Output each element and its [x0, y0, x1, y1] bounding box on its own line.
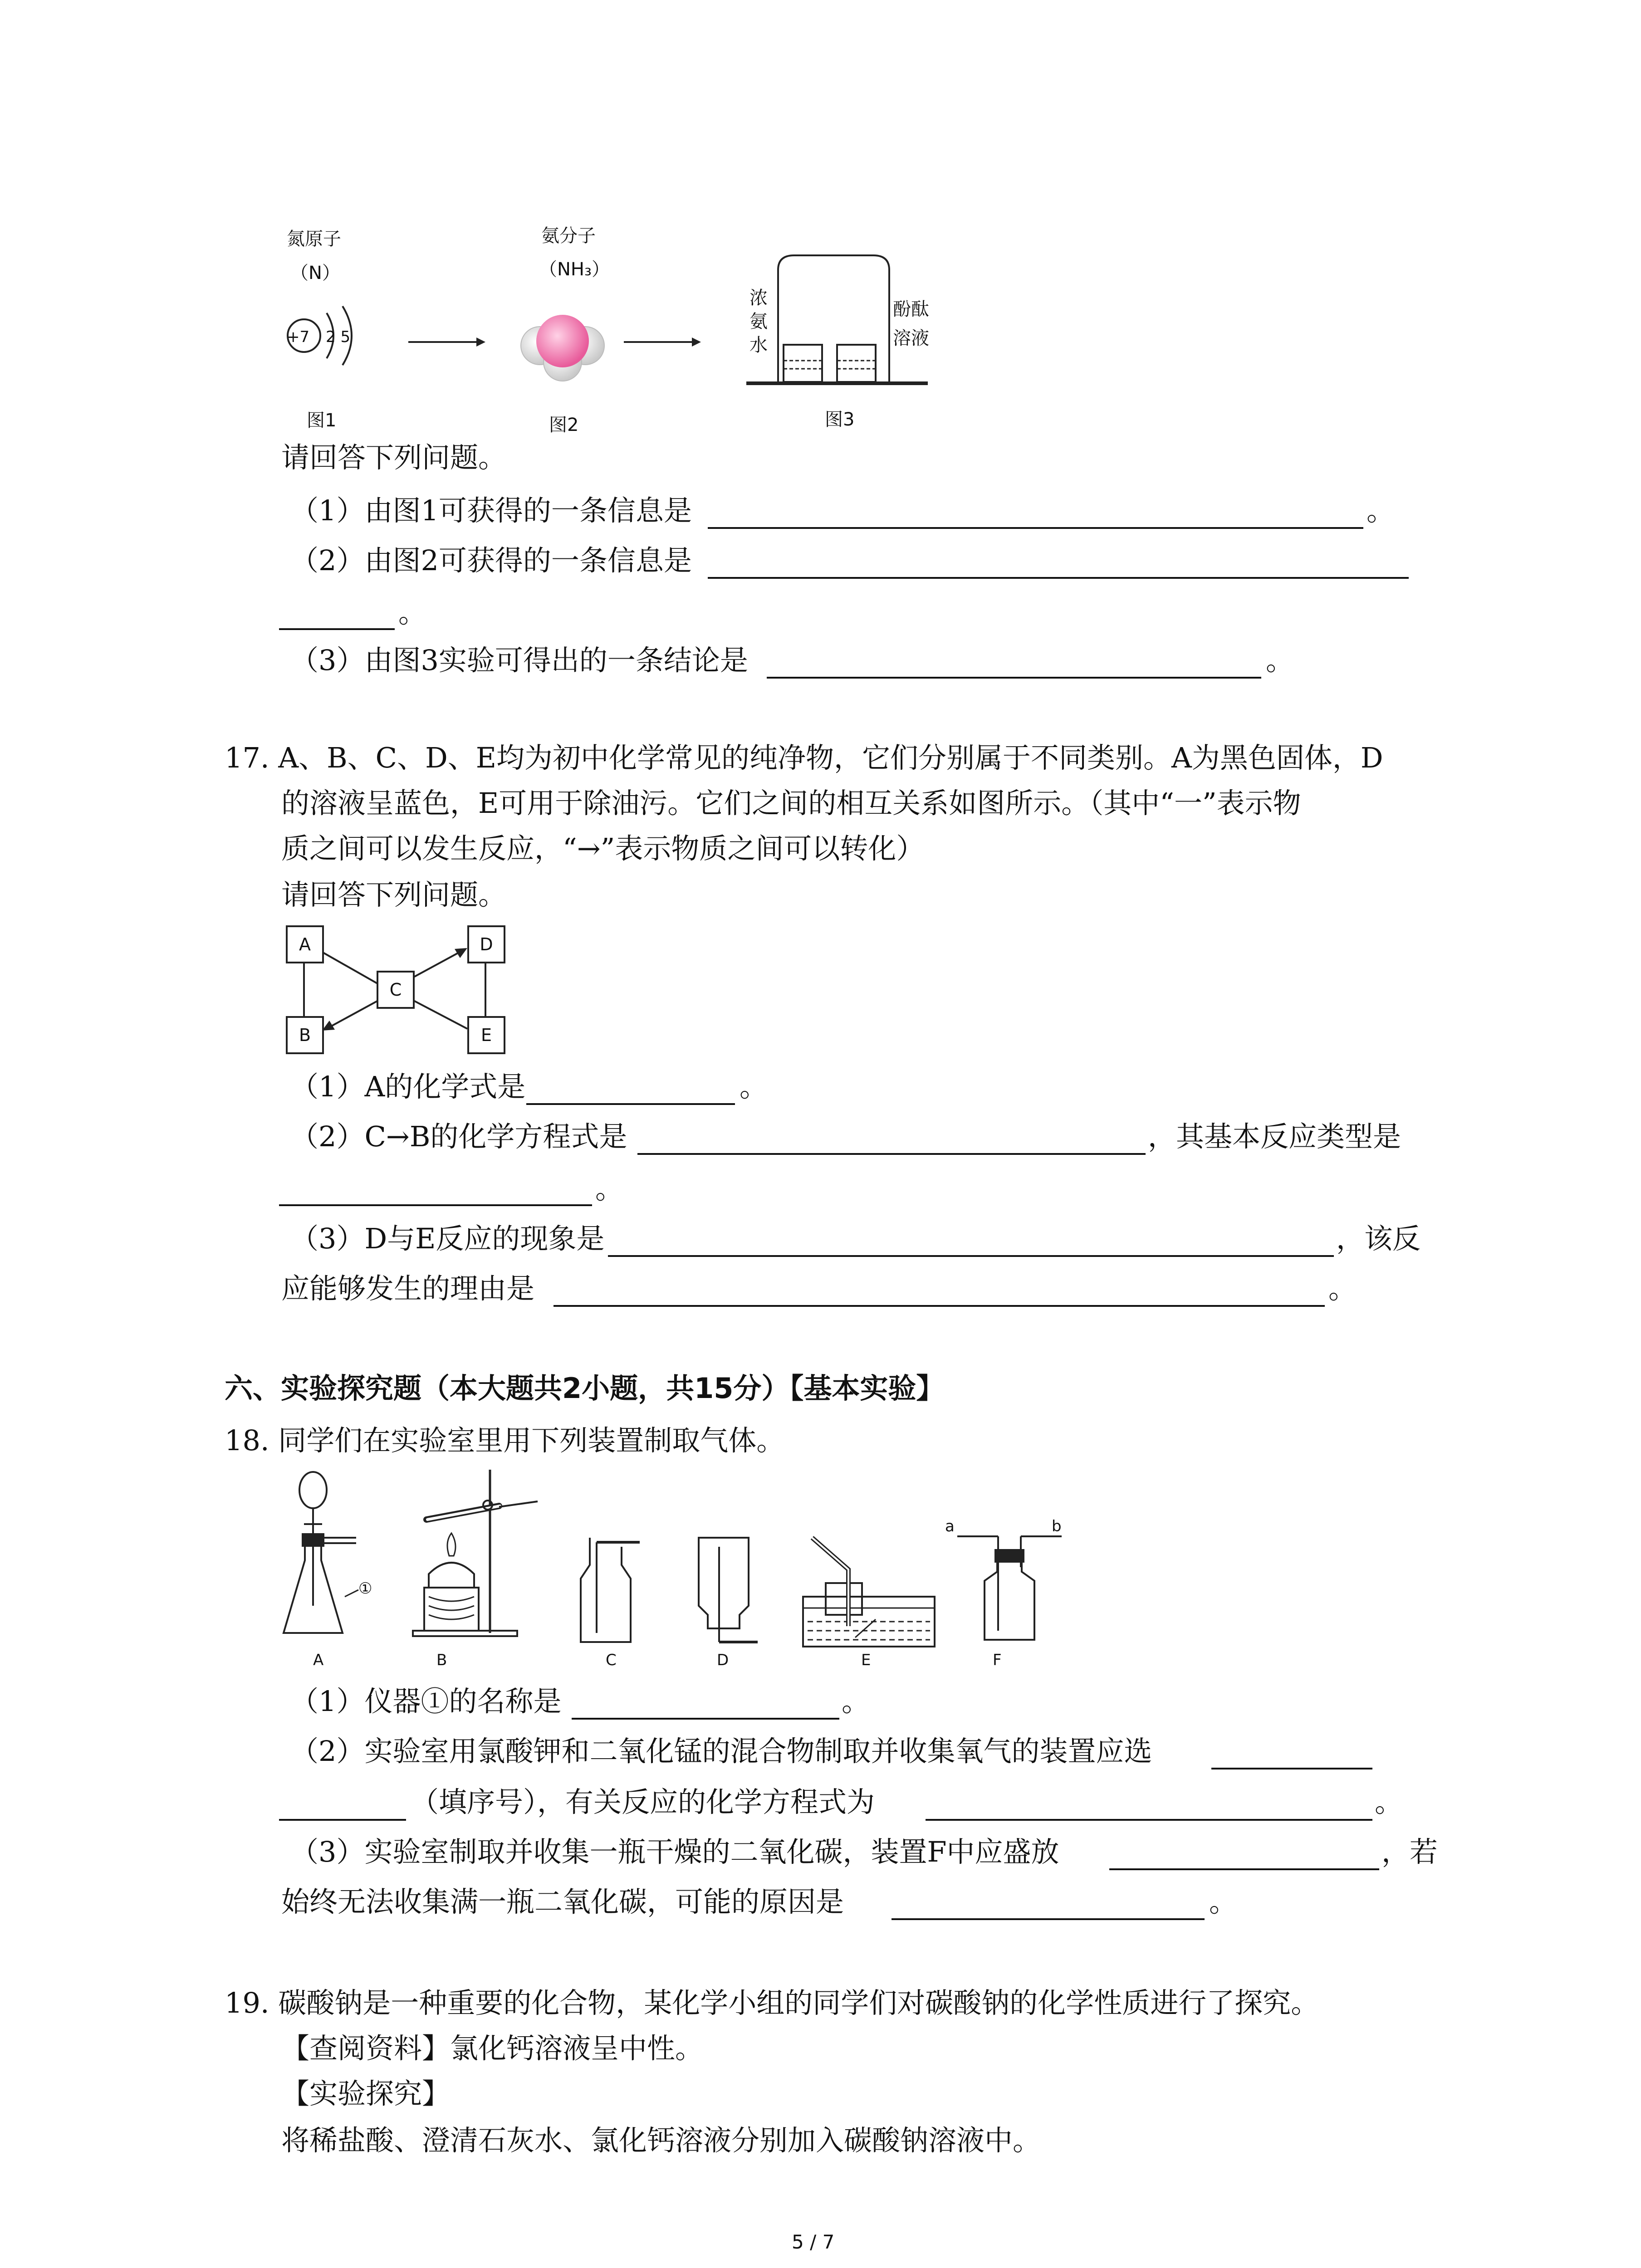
q18-part2-end: 。 — [1375, 1785, 1403, 1818]
arrow-icon — [408, 336, 485, 349]
q18-part2-blank[interactable] — [1211, 1768, 1372, 1769]
q16-part3-end: 。 — [1266, 644, 1294, 677]
bell-jar-apparatus-icon — [746, 252, 937, 392]
q18-label-a: A — [313, 1651, 324, 1669]
fig1-caption: 图1 — [307, 410, 337, 431]
q17-node-c: C — [377, 971, 415, 1009]
q18-part2-blank-continued[interactable] — [279, 1819, 406, 1821]
page-number: 5 / 7 — [792, 2231, 835, 2253]
arrow-icon — [624, 336, 701, 349]
q18-label-b: B — [436, 1651, 447, 1669]
q17-stem-line3: 质之间可以发生反应，“→”表示物质之间可以转化） — [281, 832, 925, 865]
fig3-label-left-1: 浓 — [749, 288, 768, 308]
q18-stem: 18. 同学们在实验室里用下列装置制取气体。 — [225, 1424, 785, 1457]
q18-label-f: F — [993, 1651, 1002, 1669]
q17-part3-blank[interactable] — [608, 1255, 1334, 1257]
fig3-label-left-3: 水 — [749, 335, 768, 356]
fig2-caption: 图2 — [549, 415, 579, 435]
q16-part2: （2）由图2可获得的一条信息是 — [290, 544, 692, 577]
q18-port-a: a — [945, 1517, 955, 1535]
q17-part3-line2: 应能够发生的理由是 — [281, 1272, 535, 1305]
wash-bottle-icon — [953, 1517, 1071, 1649]
ammonia-molecule-icon — [517, 308, 617, 390]
q18-part3-end: 。 — [1209, 1885, 1238, 1918]
q18-label-e: E — [861, 1651, 871, 1669]
q18-part3-mid: ，若 — [1381, 1835, 1438, 1868]
q16-prompt: 请回答下列问题。 — [281, 441, 507, 474]
q18-label-d: D — [717, 1651, 729, 1669]
q17-part2-type-blank[interactable] — [279, 1204, 592, 1206]
q18-part1-end: 。 — [842, 1685, 870, 1718]
q17-part2-end: 。 — [595, 1172, 624, 1205]
q18-part3-blank[interactable] — [1109, 1868, 1379, 1870]
q17-node-e: E — [467, 1016, 505, 1054]
q17-part1: （1）A的化学式是 — [290, 1070, 526, 1103]
section-6-title: 六、实验探究题（本大题共2小题，共15分）【基本实验】 — [225, 1372, 945, 1405]
gas-jar-upward-icon — [572, 1538, 644, 1647]
q19-stem-line3: 【实验探究】 — [281, 2077, 451, 2110]
q17-node-a: A — [286, 925, 324, 963]
q17-node-d: D — [467, 925, 505, 963]
q17-node-b: B — [286, 1016, 324, 1054]
fig1-nucleus: +7 — [287, 328, 310, 346]
q18-part2-line2: （填序号），有关反应的化学方程式为 — [411, 1785, 875, 1818]
fig2-title: 氨分子 — [541, 225, 596, 246]
q17-stem-line1: 17. A、B、C、D、E均为初中化学常见的纯净物，它们分别属于不同类别。A为黑色固体，D — [225, 741, 1383, 774]
q17-part3-mid: ，该反 — [1336, 1222, 1421, 1255]
q19-stem-line2: 【查阅资料】氯化钙溶液呈中性。 — [281, 2032, 704, 2065]
fig1-formula: （N） — [290, 263, 340, 284]
q18-instrument-marker: ① — [358, 1579, 372, 1598]
q17-prompt: 请回答下列问题。 — [281, 878, 507, 911]
q18-label-c: C — [606, 1651, 617, 1669]
q19-stem-line1: 19. 碳酸钠是一种重要的化合物，某化学小组的同学们对碳酸钠的化学性质进行了探究。 — [225, 1986, 1319, 2019]
flask-with-funnel-icon — [281, 1470, 381, 1651]
q16-part3: （3）由图3实验可得出的一条结论是 — [290, 644, 748, 677]
q16-part1-blank[interactable] — [708, 527, 1363, 529]
q18-part2: （2）实验室用氯酸钾和二氧化锰的混合物制取并收集氧气的装置应选 — [290, 1735, 1152, 1768]
q17-part3-end: 。 — [1328, 1272, 1357, 1305]
q18-part3-line2: 始终无法收集满一瓶二氧化碳，可能的原因是 — [281, 1885, 844, 1918]
q16-part3-blank[interactable] — [767, 677, 1261, 679]
fig3-label-right-1: 酚酞 — [893, 299, 929, 320]
q18-part3: （3）实验室制取并收集一瓶干燥的二氧化碳，装置F中应盛放 — [290, 1835, 1059, 1868]
q18-port-b: b — [1052, 1517, 1062, 1535]
fig1-title: 氮原子 — [287, 229, 341, 249]
q16-part2-blank-continued[interactable] — [279, 628, 395, 630]
q16-part1-end: 。 — [1367, 494, 1395, 527]
q18-part1: （1）仪器①的名称是 — [290, 1685, 562, 1718]
q17-part3: （3）D与E反应的现象是 — [290, 1222, 605, 1255]
q19-stem-line4: 将稀盐酸、澄清石灰水、氯化钙溶液分别加入碳酸钠溶液中。 — [281, 2124, 1041, 2157]
q18-part1-blank[interactable] — [572, 1718, 839, 1720]
q17-part2: （2）C→B的化学方程式是 — [290, 1120, 627, 1153]
q17-part3-reason-blank[interactable] — [554, 1305, 1325, 1307]
stand-and-lamp-icon — [408, 1470, 558, 1651]
q18-part3-reason-blank[interactable] — [892, 1918, 1205, 1920]
gas-jar-downward-icon — [694, 1538, 762, 1647]
q16-part2-blank[interactable] — [708, 577, 1409, 579]
q17-part1-end: 。 — [740, 1070, 768, 1103]
fig1-shells: 2 5 — [326, 328, 351, 346]
q18-part2-equation-blank[interactable] — [926, 1819, 1372, 1821]
q16-part2-end: 。 — [398, 596, 427, 629]
fig2-formula: （NH₃） — [539, 259, 610, 280]
water-trough-icon — [798, 1529, 944, 1651]
fig3-caption: 图3 — [825, 409, 855, 430]
fig3-label-left-2: 氨 — [749, 311, 768, 332]
fig3-label-right-2: 溶液 — [893, 328, 929, 349]
q17-part1-blank[interactable] — [526, 1103, 735, 1105]
q17-stem-line2: 的溶液呈蓝色，E可用于除油污。它们之间的相互关系如图所示。（其中“一”表示物 — [281, 787, 1301, 820]
q16-part1: （1）由图1可获得的一条信息是 — [290, 494, 692, 527]
q17-part2-mid: ，其基本反应类型是 — [1148, 1120, 1401, 1153]
q17-part2-blank[interactable] — [637, 1153, 1146, 1155]
